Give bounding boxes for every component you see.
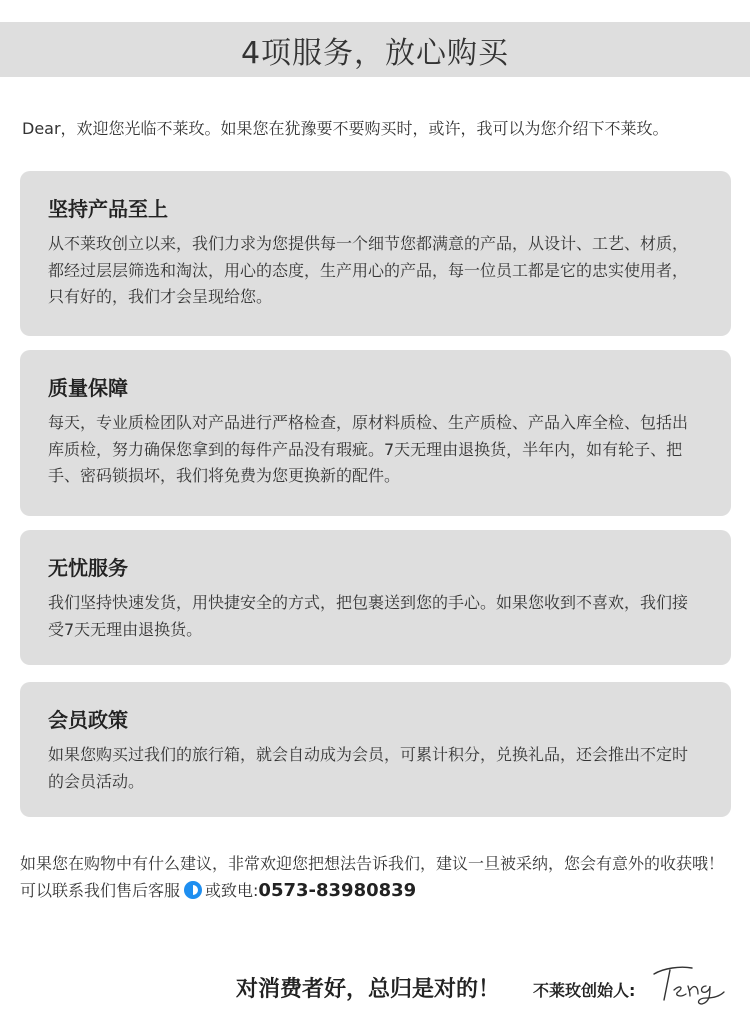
card-body: 每天，专业质检团队对产品进行严格检查，原材料质检、生产质检、产品入库全检、包括出库质检，努力确保您拿到的每件产品没有瑕疵。7天无理由退换货，半年内，如有轮子、把手、密码锁损坏，我们将免费为您更换新的配件。 [48,413,689,485]
card-body: 我们坚持快速发货，用快捷安全的方式，把包裹送到您的手心。如果您收到不喜欢，我们接受7天无理由退换货。 [48,593,689,639]
page-title: 4项服务，放心购买 [240,35,510,71]
intro-text: Dear，欢迎您光临不莱玫。如果您在犹豫要不要购买时，或许，我可以为您介绍下不莱玫。 [22,119,669,138]
closing-text: 如果您在购物中有什么建议，非常欢迎您把想法告诉我们，建议一旦被采纳，您会有意外的收获哦！可以联系我们售后客服 [20,854,725,900]
card-body: 如果您购买过我们的旅行箱，就会自动成为会员，可累计积分，兑换礼品，还会推出不定时的会员活动。 [48,745,689,791]
closing-paragraph [20,850,735,904]
service-card-membership [20,682,731,817]
header-banner [0,22,750,77]
or-call-label: 或致电: [205,881,259,900]
founder-signature [650,962,726,1006]
motto: 对消费者好，总归是对的！ [236,977,501,1002]
card-title: 会员政策 [48,708,128,732]
card-title: 无忧服务 [48,556,128,580]
service-card-worry-free [20,530,731,665]
customer-service-icon[interactable] [184,881,202,899]
service-card-product [20,171,731,336]
service-card-quality [20,350,731,516]
card-title: 坚持产品至上 [48,197,168,221]
card-body: 从不莱玫创立以来，我们力求为您提供每一个细节您都满意的产品，从设计、工艺、材质，都经过层层筛选和淘汰，用心的态度，生产用心的产品，每一位员工都是它的忠实使用者，只有好的，我们才会呈现给您。 [48,234,689,306]
founder-label: 不莱玫创始人: [533,981,636,1000]
card-title: 质量保障 [48,376,128,400]
phone-number: 0573-83980839 [258,880,417,901]
